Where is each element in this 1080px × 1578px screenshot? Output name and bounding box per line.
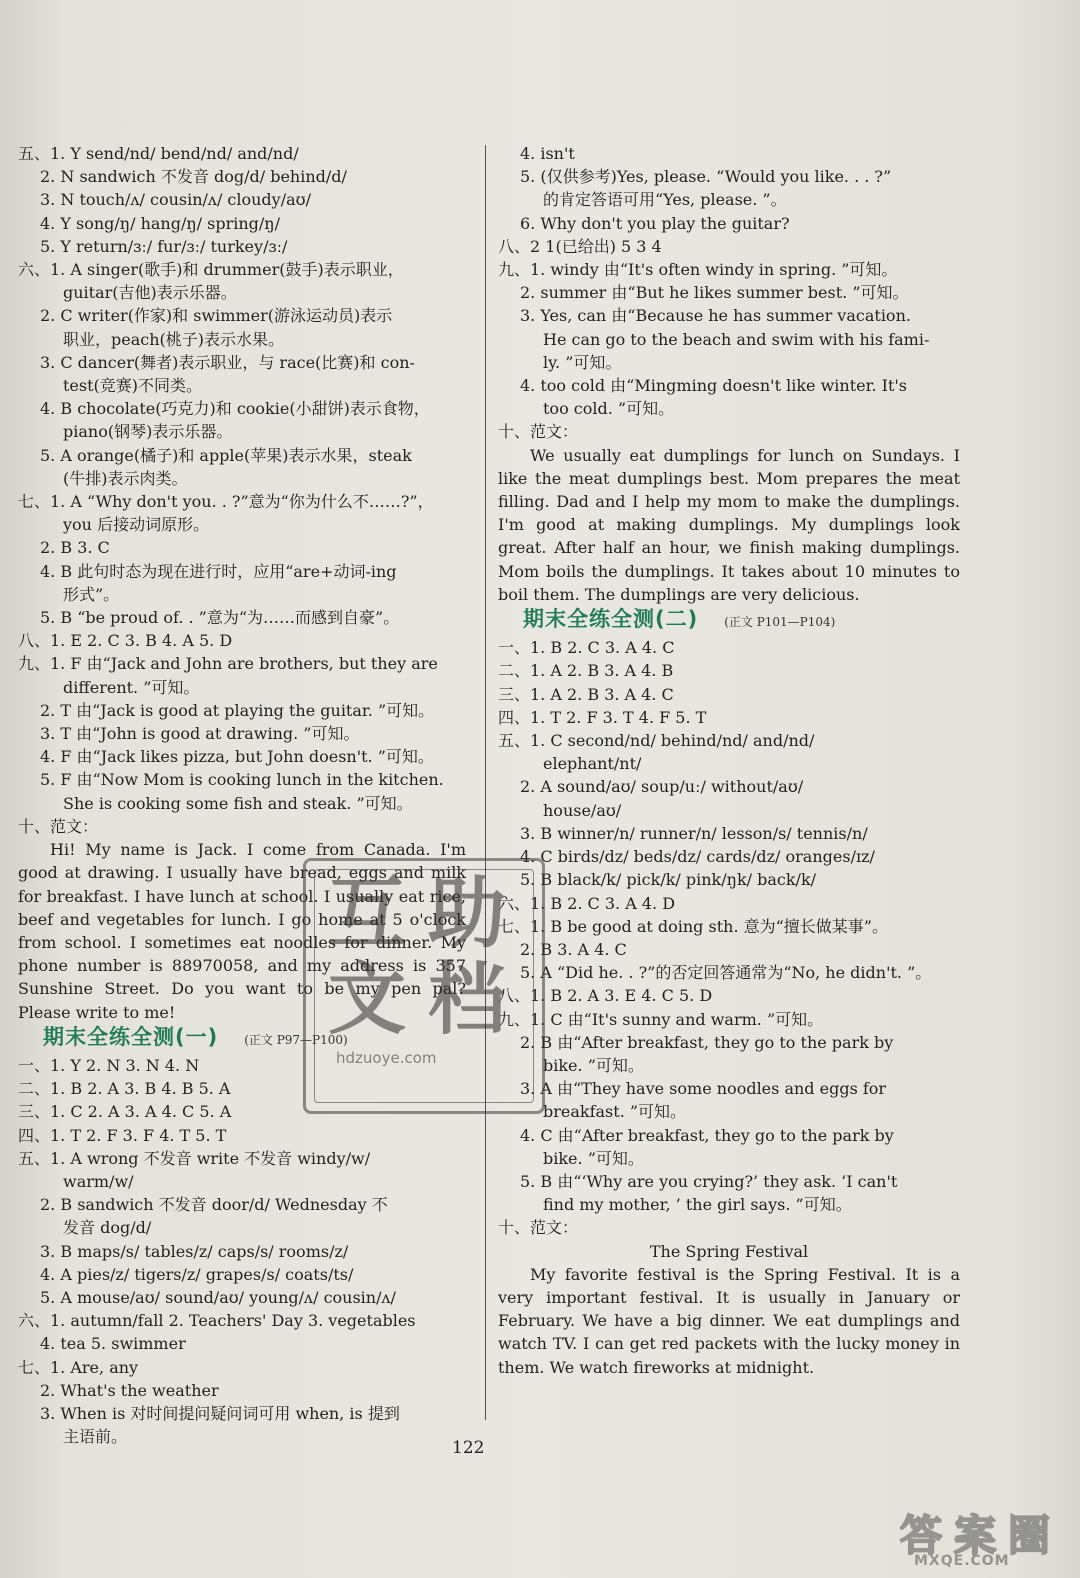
answer-line: 七、1. Are, any [18,1357,139,1377]
answer-line: 5. B 由“‘Why are you crying?’ they ask. ‘I can't [520,1171,898,1191]
answer-line: 5. B “be proud of. . ”意为“为……而感到自豪”。 [40,608,400,628]
watermark-stamp [303,858,545,1114]
section-heading-final-test-2 [523,608,960,634]
answer-line: 十、范文： [18,816,99,836]
answer-line: 三、1. C 2. A 3. A 4. C 5. A [18,1102,232,1122]
answer-line: (牛排)表示肉类。 [63,468,188,488]
answer-line: She is cooking some fish and steak. ”可知。 [63,793,413,813]
answer-line: 四、1. T 2. F 3. F 4. T 5. T [18,1125,227,1145]
answer-line: 2. C writer(作家)和 swimmer(游泳运动员)表示 [40,306,393,326]
stamp-char: 互 [328,868,407,959]
answer-line: house/aʊ/ [543,800,622,820]
answer-line: piano(钢琴)表示乐器。 [63,422,233,442]
answer-line: 九、1. F 由“Jack and John are brothers, but they are [18,654,438,674]
answer-line: 一、1. B 2. C 3. A 4. C [498,638,675,658]
answer-line: 六、1. autumn/fall 2. Teachers' Day 3. vegetables [18,1311,416,1331]
answer-line: 5. B black/k/ pick/k/ pink/ŋk/ back/k/ [520,870,817,890]
answer-line: He can go to the beach and swim with his fami- [543,329,930,349]
section-page-ref: (正文 P101—P104) [724,615,836,630]
essay-paragraph: We usually eat dumplings for lunch on Sundays. I like the meat dumplings best. Mom prepares the meat filling. Dad and I help my mom to make the dumplings. I'm good at making dumplings. My dumplings look great. After half an hour, we finish making dumplings. Mom boils the dumplings. It takes about 10 minutes to boil them. The dumplings are very delicious. [498,445,960,604]
stamp-char: 文 [328,954,407,1045]
answer-line: 二、1. B 2. A 3. B 4. B 5. A [18,1079,231,1099]
logo-char: 案 [954,1511,997,1560]
answer-line: 六、1. A singer(歌手)和 drummer(鼓手)表示职业， [18,260,404,280]
answer-line: 三、1. A 2. B 3. A 4. C [498,684,674,704]
answer-line: warm/w/ [63,1171,134,1191]
answer-line: 3. B winner/n/ runner/n/ lesson/s/ tennis/n/ [520,823,868,843]
answer-line: 五、1. C second/nd/ behind/nd/ and/nd/ [498,731,815,751]
answer-line: test(竞赛)不同类。 [63,376,203,396]
stamp-url: hdzuoye.com [336,1049,437,1067]
answer-line: 发音 dog/d/ [63,1218,152,1238]
stamp-char: 档 [428,954,507,1045]
answer-line: 八、1. E 2. C 3. B 4. A 5. D [18,631,233,651]
right-column [498,142,960,1379]
answer-line: 6. Why don't you play the guitar? [520,213,790,233]
answer-line: 4. B chocolate(巧克力)和 cookie(小甜饼)表示食物， [40,399,430,419]
answer-line: you 后接动词原形。 [63,515,210,535]
answer-line: 的肯定答语可用“Yes, please. ”。 [543,190,787,210]
answer-line: 3. B maps/s/ tables/z/ caps/s/ rooms/z/ [40,1241,349,1261]
answer-line: 5. Y return/ɜː/ fur/ɜː/ turkey/ɜː/ [40,236,288,256]
answer-line: 2. summer 由“But he likes summer best. ”可知。 [520,283,909,303]
answer-line: 2. B 3. A 4. C [520,939,627,959]
answer-line: 3. Yes, can 由“Because he has summer vacation. [520,306,911,326]
answer-line: 九、1. windy 由“It's often windy in spring. ”可知。 [498,260,898,280]
section-page-ref: (正文 P97—P100) [244,1032,348,1047]
answer-line: 六、1. B 2. C 3. A 4. D [498,893,676,913]
page-number: 122 [452,1438,485,1458]
answer-line: 2. N sandwich 不发音 dog/d/ behind/d/ [40,167,347,187]
section-title: 期末全练全测(一) [43,1024,219,1049]
answer-line: 4. tea 5. swimmer [40,1334,186,1354]
answer-line: 十、范文： [498,422,579,442]
essay-paragraph: Hi! My name is Jack. I come from Canada. I'm good at drawing. I usually have bread, eggs and milk for breakfast. I have lunch at school. I usually eat rice, beef and vegetables for lunch. I go home at 5 o'clock from school. I sometimes eat noodles for dinner. My phone number is 88970058, and my address is 357 Sunshine Street. Do you want to be my pen pal? Please write to me! [18,840,466,1022]
answer-line: bike. ”可知。 [543,1148,644,1168]
logo-url: MXQE.COM [914,1553,1010,1569]
answer-line: 3. T 由“John is good at drawing. ”可知。 [40,724,360,744]
answer-line: 4. F 由“Jack likes pizza, but John doesn't. ”可知。 [40,747,434,767]
answer-line: 五、1. Y send/nd/ bend/nd/ and/nd/ [18,144,299,163]
stamp-char: 助 [428,868,507,959]
essay-title: The Spring Festival [649,1241,809,1261]
answer-line: 七、1. B be good at doing sth. 意为“擅长做某事”。 [498,916,888,936]
answer-line: 5. F 由“Now Mom is cooking lunch in the kitchen. [40,770,444,790]
answer-line: 4. Y song/ŋ/ hang/ŋ/ spring/ŋ/ [40,213,280,233]
answer-line: bike. ”可知。 [543,1055,644,1075]
answer-line: 2. B sandwich 不发音 door/d/ Wednesday 不 [40,1195,388,1215]
left-column [18,142,466,1448]
section-title: 期末全练全测(二) [523,607,699,632]
answer-line: 5. (仅供参考)Yes, please. “Would you like. . . ?” [520,167,892,187]
answer-line: too cold. ”可知。 [543,399,675,419]
answer-line: ly. ”可知。 [543,352,622,372]
answer-line: 2. What's the weather [40,1380,219,1400]
answer-line: 四、1. T 2. F 3. T 4. F 5. T [498,707,707,727]
column-divider [485,145,486,1420]
final-test-2-answers [498,636,960,1239]
answer-line: 七、1. A “Why don't you. . ?”意为“你为什么不……?”， [18,492,434,512]
answer-line: 4. B 此句时态为现在进行时，应用“are+动词-ing [40,561,397,581]
answer-line: different. ”可知。 [63,677,200,697]
answer-line: 5. A orange(橘子)和 apple(苹果)表示水果，steak [40,445,412,465]
answer-line: 职业，peach(桃子)表示水果。 [63,329,285,349]
answer-line: 一、1. Y 2. N 3. N 4. N [18,1055,200,1075]
answer-line: 九、1. C 由“It's sunny and warm. ”可知。 [498,1009,824,1029]
answer-line: 3. N touch/ʌ/ cousin/ʌ/ cloudy/aʊ/ [40,190,311,210]
answer-line: 形式”。 [63,584,120,604]
answer-line: breakfast. ”可知。 [543,1102,687,1122]
answer-line: elephant/nt/ [543,754,642,774]
answer-line: 5. A “Did he. . ?”的否定回答通常为“No, he didn't. ”。 [520,963,932,983]
answer-line: 3. When is 对时间提问疑问词可用 when, is 提到 [40,1403,400,1423]
answer-line: 4. C birds/dz/ beds/dz/ cards/dz/ oranges/ɪz/ [520,847,875,867]
answer-line: 十、范文： [498,1218,579,1238]
answer-line: 2. B 由“After breakfast, they go to the park by [520,1032,894,1052]
answer-line: 4. C 由“After breakfast, they go to the park by [520,1125,894,1145]
logo-char: 圈 [1008,1511,1051,1560]
answer-line: 2. A sound/aʊ/ soup/uː/ without/aʊ/ [520,777,804,797]
answer-line: 主语前。 [63,1427,128,1447]
answer-line: 4. too cold 由“Mingming doesn't like winter. It's [520,376,908,396]
logo-char: 答 [900,1511,943,1560]
corner-watermark-logo [896,1503,1072,1573]
answer-line: 5. A mouse/aʊ/ sound/aʊ/ young/ʌ/ cousin/ʌ/ [40,1287,396,1307]
answer-line: guitar(吉他)表示乐器。 [63,283,237,303]
right-answer-lines [498,142,960,606]
answer-line: find my mother, ’ the girl says. ”可知。 [543,1195,852,1215]
answer-line: 2. T 由“Jack is good at playing the guitar. ”可知。 [40,700,435,720]
answer-line: 4. A pies/z/ tigers/z/ grapes/s/ coats/ts/ [40,1264,354,1284]
answer-line: 五、1. A wrong 不发音 write 不发音 windy/w/ [18,1148,371,1168]
answer-line: 八、1. B 2. A 3. E 4. C 5. D [498,986,713,1006]
answer-line: 八、2 1(已给出) 5 3 4 [498,236,662,256]
answer-line: 2. B 3. C [40,538,110,558]
answer-line: 3. C dancer(舞者)表示职业，与 race(比赛)和 con- [40,352,415,372]
answer-line: 3. A 由“They have some noodles and eggs for [520,1079,887,1099]
answer-line: 二、1. A 2. B 3. A 4. B [498,661,674,681]
essay-body: My favorite festival is the Spring Festival. It is a very important festival. It is usually in January or February. We have a big dinner. We eat dumplings and watch TV. I can get red packets with the lucky money in them. We watch fireworks at midnight. [498,1264,960,1377]
answer-line: 4. isn't [520,144,575,163]
